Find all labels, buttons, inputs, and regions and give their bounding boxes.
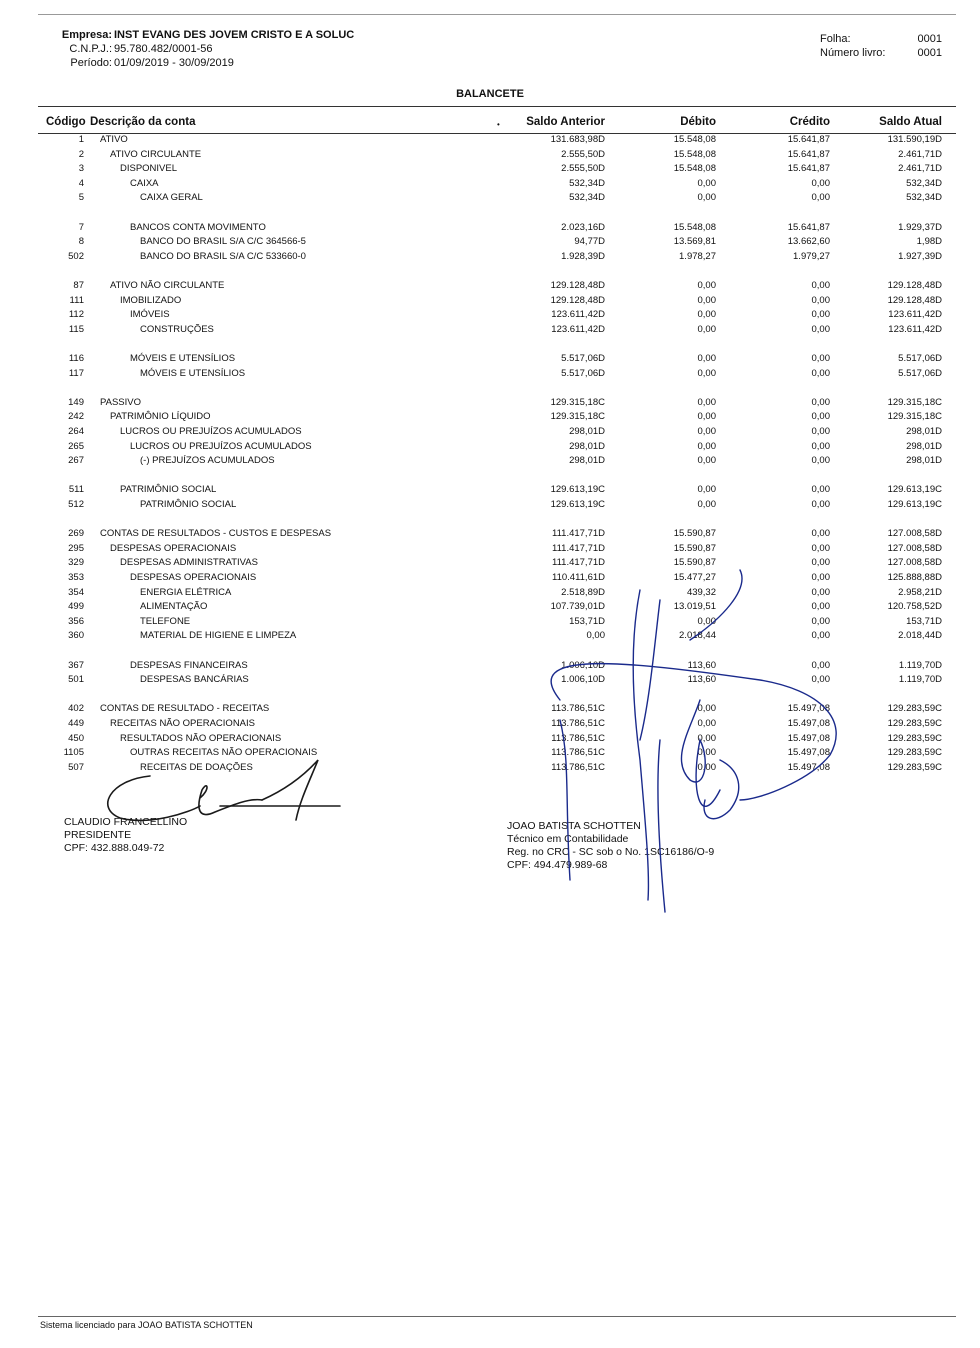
empresa-value: INST EVANG DES JOVEM CRISTO E A SOLUC bbox=[114, 29, 355, 41]
saldo-anterior-cell: 0,00 bbox=[586, 630, 605, 642]
account-description: BANCOS CONTA MOVIMENTO bbox=[130, 221, 266, 233]
saldo-anterior-cell: 111.417,71D bbox=[552, 528, 605, 540]
saldo-atual-cell: 2.958,21D bbox=[898, 586, 942, 598]
saldo-atual-cell: 129.128,48D bbox=[887, 280, 942, 291]
saldo-atual-cell: 127.008,58D bbox=[887, 542, 942, 554]
account-code: 111 bbox=[69, 294, 84, 306]
saldo-atual-cell: 1.119,70D bbox=[898, 659, 942, 671]
debito-cell: 0,00 bbox=[697, 411, 716, 423]
account-description: TELEFONE bbox=[140, 615, 191, 627]
saldo-atual-cell: 129.315,18C bbox=[887, 411, 942, 423]
account-description: (-) PREJUÍZOS ACUMULADOS bbox=[140, 455, 275, 467]
credito-cell: 0,00 bbox=[811, 411, 830, 423]
saldo-anterior-cell: 129.128,48D bbox=[550, 294, 605, 306]
saldo-atual-cell: 5.517,06D bbox=[898, 353, 942, 364]
account-code: 269 bbox=[68, 528, 84, 540]
credito-cell: 0,00 bbox=[811, 499, 830, 510]
saldo-anterior-cell: 94,77D bbox=[574, 236, 605, 248]
account-code: 3 bbox=[78, 163, 84, 175]
saldo-anterior-cell: 123.611,42D bbox=[551, 309, 605, 321]
table-row bbox=[0, 454, 980, 468]
saldo-atual-cell: 129.283,59C bbox=[887, 718, 942, 729]
saldo-anterior-cell: 129.315,18C bbox=[550, 396, 605, 408]
account-description: LUCROS OU PREJUÍZOS ACUMULADOS bbox=[120, 426, 302, 437]
table-row bbox=[0, 659, 980, 673]
saldo-anterior-cell: 107.739,01D bbox=[550, 601, 605, 613]
credito-cell: 0,00 bbox=[811, 615, 830, 627]
saldo-anterior-cell: 1.006,10D bbox=[561, 659, 605, 671]
debito-cell: 15.548,08 bbox=[673, 221, 716, 233]
debito-cell: 15.590,87 bbox=[673, 557, 716, 569]
saldo-atual-cell: 129.315,18C bbox=[887, 396, 942, 408]
debito-cell: 13.569,81 bbox=[673, 236, 716, 248]
bullet-icon: • bbox=[497, 120, 500, 129]
table-row bbox=[0, 148, 980, 162]
saldo-atual-cell: 5.517,06D bbox=[898, 367, 942, 379]
table-row bbox=[0, 294, 980, 308]
debito-cell: 1.978,27 bbox=[679, 250, 716, 262]
account-code: 265 bbox=[68, 440, 84, 452]
account-description: PASSIVO bbox=[100, 396, 142, 408]
debito-cell: 15.548,08 bbox=[673, 163, 716, 175]
table-row bbox=[0, 586, 980, 600]
credito-cell: 15.497,08 bbox=[787, 718, 830, 729]
saldo-anterior-cell: 2.518,89D bbox=[561, 586, 605, 598]
saldo-atual-cell: 1,98D bbox=[916, 236, 942, 248]
debito-cell: 0,00 bbox=[697, 294, 716, 306]
table-row bbox=[0, 352, 980, 366]
table-row bbox=[0, 761, 980, 775]
table-row bbox=[0, 367, 980, 381]
table-row bbox=[0, 308, 980, 322]
account-description: DESPESAS OPERACIONAIS bbox=[130, 572, 257, 583]
account-code: 511 bbox=[68, 484, 84, 496]
table-row bbox=[0, 527, 980, 541]
account-code: 115 bbox=[68, 323, 84, 335]
account-description: DESPESAS ADMINISTRATIVAS bbox=[120, 557, 258, 569]
debito-cell: 0,00 bbox=[697, 280, 716, 291]
debito-cell: 0,00 bbox=[697, 484, 716, 496]
account-description: DESPESAS FINANCEIRAS bbox=[130, 659, 248, 671]
header-labels bbox=[44, 28, 112, 70]
credito-cell: 0,00 bbox=[811, 484, 830, 496]
table-row bbox=[0, 250, 980, 264]
saldo-anterior-cell: 129.613,19C bbox=[550, 484, 605, 496]
saldo-atual-cell: 298,01D bbox=[906, 455, 942, 467]
account-description: RECEITAS DE DOAÇÕES bbox=[140, 761, 253, 773]
account-code: 4 bbox=[78, 177, 84, 189]
account-description: OUTRAS RECEITAS NÃO OPERACIONAIS bbox=[130, 747, 318, 759]
table-row bbox=[0, 425, 980, 439]
account-description: LUCROS OU PREJUÍZOS ACUMULADOS bbox=[130, 440, 312, 452]
label-empresa: Empresa: bbox=[61, 29, 112, 41]
credito-cell: 0,00 bbox=[811, 572, 830, 583]
saldo-anterior-cell: 113.786,51C bbox=[551, 761, 605, 773]
saldo-atual-cell: 127.008,58D bbox=[887, 528, 942, 540]
saldo-anterior-cell: 5.517,06D bbox=[561, 367, 605, 379]
saldo-anterior-cell: 532,34D bbox=[569, 177, 605, 189]
debito-cell: 0,00 bbox=[697, 367, 716, 379]
credito-cell: 15.497,08 bbox=[787, 732, 830, 744]
account-code: 356 bbox=[68, 615, 84, 627]
saldo-anterior-cell: 5.517,06D bbox=[561, 353, 605, 364]
credito-cell: 0,00 bbox=[811, 659, 830, 671]
saldo-anterior-cell: 111.417,71D bbox=[552, 542, 605, 554]
signatory-left-role: PRESIDENTE bbox=[64, 829, 132, 841]
credito-cell: 0,00 bbox=[811, 601, 830, 613]
signatory-right-reg: Reg. no CRC - SC sob o No. 1SC16186/O-9 bbox=[507, 846, 715, 858]
saldo-anterior-cell: 129.128,48D bbox=[550, 280, 605, 291]
account-description: CAIXA GERAL bbox=[140, 192, 203, 204]
label-cnpj: C.N.P.J.: bbox=[69, 43, 112, 55]
table-row bbox=[0, 440, 980, 454]
col-header-descricao: Descrição da conta bbox=[90, 116, 196, 128]
numero-livro-value: 0001 bbox=[917, 47, 942, 59]
table-row bbox=[0, 629, 980, 643]
debito-cell: 0,00 bbox=[697, 615, 716, 627]
account-description: MÓVEIS E UTENSÍLIOS bbox=[130, 353, 236, 364]
account-code: 8 bbox=[78, 236, 84, 248]
saldo-atual-cell: 298,01D bbox=[906, 440, 942, 452]
saldo-atual-cell: 129.283,59C bbox=[887, 732, 942, 744]
saldo-atual-cell: 298,01D bbox=[906, 426, 942, 437]
signatory-left bbox=[64, 816, 187, 855]
table-row bbox=[0, 673, 980, 687]
account-description: CONTAS DE RESULTADO - RECEITAS bbox=[100, 703, 270, 715]
account-code: 1 bbox=[78, 134, 84, 145]
table-row bbox=[0, 396, 980, 410]
debito-cell: 15.590,87 bbox=[673, 542, 716, 554]
saldo-anterior-cell: 129.613,19C bbox=[550, 499, 605, 510]
saldo-atual-cell: 1.927,39D bbox=[898, 250, 942, 262]
table-row bbox=[0, 600, 980, 614]
credito-cell: 15.641,87 bbox=[787, 148, 830, 160]
debito-cell: 15.548,08 bbox=[673, 148, 716, 160]
account-code: 112 bbox=[68, 309, 84, 321]
account-code: 264 bbox=[68, 426, 84, 437]
col-header-saldo-atual: Saldo Atual bbox=[879, 116, 942, 128]
credito-cell: 15.641,87 bbox=[787, 134, 830, 145]
account-description: RECEITAS NÃO OPERACIONAIS bbox=[110, 718, 255, 729]
folha-labels bbox=[820, 32, 885, 60]
cnpj-value: 95.780.482/0001-56 bbox=[114, 43, 213, 55]
saldo-atual-cell: 2.018,44D bbox=[898, 630, 942, 642]
account-description: CAIXA bbox=[130, 177, 159, 189]
page-title: BALANCETE bbox=[456, 88, 524, 100]
account-code: 450 bbox=[68, 732, 84, 744]
table-row bbox=[0, 162, 980, 176]
saldo-atual-cell: 1.119,70D bbox=[898, 674, 942, 686]
signatory-right bbox=[507, 820, 714, 872]
credito-cell: 0,00 bbox=[811, 280, 830, 291]
debito-cell: 0,00 bbox=[697, 718, 716, 729]
account-description: PATRIMÔNIO LÍQUIDO bbox=[110, 411, 211, 423]
account-code: 5 bbox=[78, 192, 84, 204]
debito-cell: 0,00 bbox=[697, 323, 716, 335]
account-code: 501 bbox=[68, 674, 84, 686]
credito-cell: 0,00 bbox=[811, 367, 830, 379]
debito-cell: 0,00 bbox=[697, 455, 716, 467]
account-code: 360 bbox=[68, 630, 84, 642]
credito-cell: 1.979,27 bbox=[793, 250, 830, 262]
account-description: RESULTADOS NÃO OPERACIONAIS bbox=[120, 732, 282, 744]
account-description: PATRIMÔNIO SOCIAL bbox=[140, 499, 237, 510]
debito-cell: 0,00 bbox=[697, 499, 716, 510]
folha-values bbox=[900, 32, 942, 60]
debito-cell: 0,00 bbox=[697, 747, 716, 759]
table-row bbox=[0, 717, 980, 731]
saldo-anterior-cell: 123.611,42D bbox=[551, 323, 605, 335]
account-description: DESPESAS BANCÁRIAS bbox=[140, 674, 249, 686]
debito-cell: 0,00 bbox=[697, 732, 716, 744]
col-header-codigo: Código bbox=[46, 116, 86, 128]
credito-cell: 0,00 bbox=[811, 426, 830, 437]
saldo-anterior-cell: 298,01D bbox=[569, 426, 605, 437]
saldo-atual-cell: 131.590,19D bbox=[887, 134, 942, 145]
debito-cell: 15.477,27 bbox=[673, 572, 716, 583]
account-description: ATIVO CIRCULANTE bbox=[110, 148, 202, 160]
saldo-anterior-cell: 113.786,51C bbox=[551, 732, 605, 744]
debito-cell: 439,32 bbox=[686, 586, 716, 598]
account-code: 295 bbox=[68, 542, 84, 554]
periodo-value: 01/09/2019 - 30/09/2019 bbox=[114, 57, 234, 69]
header-values bbox=[114, 28, 354, 70]
signatory-left-cpf: CPF: 432.888.049-72 bbox=[64, 842, 165, 854]
table-row bbox=[0, 498, 980, 512]
account-code: 499 bbox=[68, 601, 84, 613]
saldo-atual-cell: 125.888,88D bbox=[887, 572, 942, 583]
saldo-atual-cell: 123.611,42D bbox=[888, 309, 942, 321]
credito-cell: 0,00 bbox=[811, 557, 830, 569]
saldo-anterior-cell: 1.928,39D bbox=[561, 250, 605, 262]
saldo-atual-cell: 127.008,58D bbox=[887, 557, 942, 569]
account-code: 512 bbox=[68, 499, 84, 510]
saldo-atual-cell: 532,34D bbox=[906, 192, 942, 204]
saldo-anterior-cell: 110.411,61D bbox=[552, 572, 605, 583]
saldo-atual-cell: 120.758,52D bbox=[887, 601, 942, 613]
col-header-debito: Débito bbox=[680, 116, 716, 128]
table-row bbox=[0, 615, 980, 629]
account-description: ENERGIA ELÉTRICA bbox=[140, 586, 232, 598]
saldo-anterior-cell: 2.555,50D bbox=[561, 163, 605, 175]
saldo-anterior-cell: 2.555,50D bbox=[561, 148, 605, 160]
credito-cell: 15.641,87 bbox=[787, 221, 830, 233]
column-header-rule-top bbox=[38, 106, 956, 107]
table-row bbox=[0, 571, 980, 585]
account-code: 117 bbox=[68, 367, 84, 379]
account-description: ALIMENTAÇÃO bbox=[140, 601, 208, 613]
saldo-atual-cell: 129.613,19C bbox=[887, 499, 942, 510]
debito-cell: 15.548,08 bbox=[673, 134, 716, 145]
account-code: 329 bbox=[68, 557, 84, 569]
table-row bbox=[0, 235, 980, 249]
account-code: 267 bbox=[68, 455, 84, 467]
table-row bbox=[0, 191, 980, 205]
saldo-atual-cell: 129.613,19C bbox=[887, 484, 942, 496]
debito-cell: 0,00 bbox=[697, 396, 716, 408]
debito-cell: 0,00 bbox=[697, 309, 716, 321]
account-description: DESPESAS OPERACIONAIS bbox=[110, 542, 237, 554]
saldo-atual-cell: 129.283,59C bbox=[887, 747, 942, 759]
account-code: 1105 bbox=[63, 747, 84, 759]
table-row bbox=[0, 702, 980, 716]
top-rule bbox=[38, 14, 956, 15]
table-row bbox=[0, 323, 980, 337]
account-code: 7 bbox=[78, 221, 84, 233]
col-header-credito: Crédito bbox=[789, 116, 830, 128]
account-code: 449 bbox=[68, 718, 84, 729]
table-row bbox=[0, 483, 980, 497]
debito-cell: 0,00 bbox=[697, 703, 716, 715]
saldo-atual-cell: 129.128,48D bbox=[887, 294, 942, 306]
debito-cell: 0,00 bbox=[697, 761, 716, 773]
account-description: ATIVO bbox=[100, 134, 128, 145]
account-code: 116 bbox=[68, 353, 84, 364]
saldo-anterior-cell: 129.315,18C bbox=[550, 411, 605, 423]
label-periodo: Período: bbox=[70, 57, 112, 69]
account-code: 149 bbox=[68, 396, 84, 408]
account-description: ATIVO NÃO CIRCULANTE bbox=[110, 280, 225, 291]
signatory-left-name: CLAUDIO FRANCELLINO bbox=[64, 816, 188, 828]
table-row bbox=[0, 556, 980, 570]
debito-cell: 13.019,51 bbox=[673, 601, 716, 613]
credito-cell: 0,00 bbox=[811, 440, 830, 452]
saldo-anterior-cell: 2.023,16D bbox=[561, 221, 605, 233]
credito-cell: 0,00 bbox=[811, 323, 830, 335]
account-code: 87 bbox=[73, 280, 84, 291]
credito-cell: 0,00 bbox=[811, 353, 830, 364]
account-code: 353 bbox=[68, 572, 84, 583]
debito-cell: 0,00 bbox=[697, 192, 716, 204]
debito-cell: 0,00 bbox=[697, 353, 716, 364]
account-description: CONTAS DE RESULTADOS - CUSTOS E DESPESAS bbox=[100, 528, 332, 540]
account-description: PATRIMÔNIO SOCIAL bbox=[120, 484, 217, 496]
credito-cell: 15.497,08 bbox=[787, 747, 830, 759]
debito-cell: 113,60 bbox=[687, 659, 716, 671]
saldo-anterior-cell: 111.417,71D bbox=[552, 557, 605, 569]
debito-cell: 0,00 bbox=[697, 426, 716, 437]
saldo-anterior-cell: 113.786,51C bbox=[551, 747, 605, 759]
saldo-anterior-cell: 153,71D bbox=[569, 615, 605, 627]
saldo-anterior-cell: 298,01D bbox=[569, 455, 605, 467]
account-code: 367 bbox=[68, 659, 84, 671]
saldo-atual-cell: 2.461,71D bbox=[898, 163, 942, 175]
saldo-anterior-cell: 131.683,98D bbox=[550, 134, 605, 145]
saldo-anterior-cell: 113.786,51C bbox=[551, 703, 605, 715]
debito-cell: 2.018,44 bbox=[679, 630, 716, 642]
debito-cell: 0,00 bbox=[697, 440, 716, 452]
credito-cell: 0,00 bbox=[811, 294, 830, 306]
saldo-atual-cell: 2.461,71D bbox=[898, 148, 942, 160]
saldo-atual-cell: 153,71D bbox=[906, 615, 942, 627]
saldo-atual-cell: 129.283,59C bbox=[887, 761, 942, 773]
table-row bbox=[0, 221, 980, 235]
table-row bbox=[0, 410, 980, 424]
account-code: 502 bbox=[68, 250, 84, 262]
credito-cell: 0,00 bbox=[811, 630, 830, 642]
label-numero-livro: Número livro: bbox=[820, 47, 886, 59]
col-header-saldo-anterior: Saldo Anterior bbox=[526, 116, 605, 128]
footer-rule bbox=[38, 1316, 956, 1317]
signatory-right-role: Técnico em Contabilidade bbox=[507, 833, 629, 845]
saldo-atual-cell: 123.611,42D bbox=[888, 323, 942, 335]
table-row bbox=[0, 542, 980, 556]
credito-cell: 15.641,87 bbox=[787, 163, 830, 175]
credito-cell: 13.662,60 bbox=[787, 236, 830, 248]
folha-value: 0001 bbox=[917, 33, 942, 45]
credito-cell: 0,00 bbox=[811, 396, 830, 408]
saldo-anterior-cell: 113.786,51C bbox=[551, 718, 605, 729]
account-description: MATERIAL DE HIGIENE E LIMPEZA bbox=[140, 630, 297, 642]
account-description: DISPONIVEL bbox=[120, 163, 178, 175]
account-code: 402 bbox=[68, 703, 84, 715]
credito-cell: 15.497,08 bbox=[787, 761, 830, 773]
debito-cell: 0,00 bbox=[697, 177, 716, 189]
account-description: IMOBILIZADO bbox=[120, 294, 182, 306]
table-row bbox=[0, 746, 980, 760]
account-description: MÓVEIS E UTENSÍLIOS bbox=[140, 367, 246, 379]
account-description: CONSTRUÇÕES bbox=[140, 323, 214, 335]
debito-cell: 15.590,87 bbox=[673, 528, 716, 540]
credito-cell: 0,00 bbox=[811, 542, 830, 554]
saldo-anterior-cell: 1.006,10D bbox=[561, 674, 605, 686]
credito-cell: 0,00 bbox=[811, 586, 830, 598]
account-code: 507 bbox=[68, 761, 84, 773]
signatory-right-cpf: CPF: 494.479.989-68 bbox=[507, 859, 608, 871]
credito-cell: 15.497,08 bbox=[787, 703, 830, 715]
credito-cell: 0,00 bbox=[811, 674, 830, 686]
saldo-atual-cell: 1.929,37D bbox=[898, 221, 942, 233]
credito-cell: 0,00 bbox=[811, 177, 830, 189]
saldo-anterior-cell: 532,34D bbox=[569, 192, 605, 204]
credito-cell: 0,00 bbox=[811, 528, 830, 540]
credito-cell: 0,00 bbox=[811, 192, 830, 204]
account-description: BANCO DO BRASIL S/A C/C 533660-0 bbox=[140, 250, 306, 262]
saldo-anterior-cell: 298,01D bbox=[569, 440, 605, 452]
account-code: 354 bbox=[68, 586, 84, 598]
saldo-atual-cell: 532,34D bbox=[906, 177, 942, 189]
debito-cell: 113,60 bbox=[687, 674, 716, 686]
table-row bbox=[0, 732, 980, 746]
account-description: IMÓVEIS bbox=[130, 309, 170, 321]
account-code: 2 bbox=[78, 148, 84, 160]
table-row bbox=[0, 177, 980, 191]
table-row bbox=[0, 133, 980, 147]
account-description: BANCO DO BRASIL S/A C/C 364566-5 bbox=[140, 236, 306, 248]
saldo-atual-cell: 129.283,59C bbox=[887, 703, 942, 715]
label-folha: Folha: bbox=[820, 33, 851, 45]
credito-cell: 0,00 bbox=[811, 455, 830, 467]
signatory-right-name: JOAO BATISTA SCHOTTEN bbox=[507, 820, 641, 832]
credito-cell: 0,00 bbox=[811, 309, 830, 321]
table-row bbox=[0, 279, 980, 293]
account-code: 242 bbox=[68, 411, 84, 423]
footer-text: Sistema licenciado para JOAO BATISTA SCHOTTEN bbox=[40, 1320, 253, 1330]
